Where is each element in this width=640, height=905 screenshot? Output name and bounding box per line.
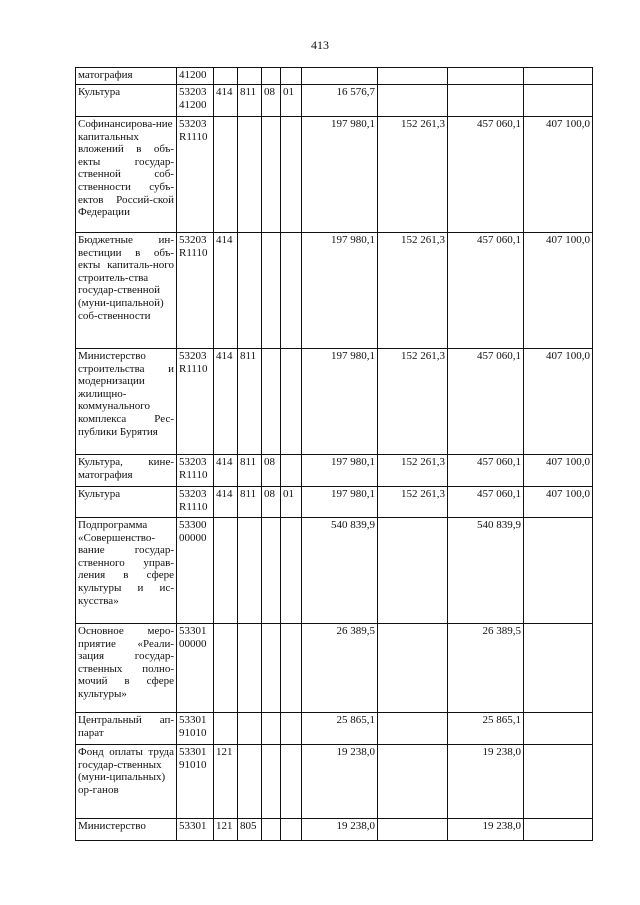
cell-subsection (281, 518, 302, 624)
cell-amount-2: 152 261,3 (378, 455, 448, 487)
table-row (76, 819, 593, 841)
cell-expense-type: 414 (214, 349, 238, 455)
cell-subsection (281, 68, 302, 85)
cell-amount-2 (378, 819, 448, 841)
cell-amount-4 (524, 68, 593, 85)
cell-name: Бюджетные ин-вестиции в объ-екты капиталь-ного строитель-ства государ-ственной (муни-ципальной) соб-ственности (76, 233, 177, 349)
cell-admin-code (238, 745, 262, 819)
cell-amount-3: 19 238,0 (448, 745, 524, 819)
cell-amount-4: 407 100,0 (524, 487, 593, 518)
cell-amount-1: 197 980,1 (302, 233, 378, 349)
cell-amount-4 (524, 624, 593, 713)
cell-target-code: 53203 R1110 (177, 487, 214, 518)
cell-amount-3: 25 865,1 (448, 713, 524, 745)
cell-amount-4 (524, 819, 593, 841)
table-body (76, 68, 593, 841)
table-row (76, 68, 593, 85)
cell-expense-type: 414 (214, 233, 238, 349)
cell-amount-4 (524, 713, 593, 745)
cell-target-code: 53203 R1110 (177, 117, 214, 233)
cell-amount-3: 19 238,0 (448, 819, 524, 841)
cell-name: Центральный ап-парат (76, 713, 177, 745)
cell-name: Софинансирова-ние капитальных вложений в объ-екты государ-ственной соб-ственности субъ-ектов Россий-ской Федерации (76, 117, 177, 233)
cell-amount-2 (378, 624, 448, 713)
table-row (76, 85, 593, 117)
cell-subsection (281, 455, 302, 487)
cell-expense-type (214, 518, 238, 624)
table-row (76, 745, 593, 819)
cell-expense-type (214, 68, 238, 85)
cell-subsection (281, 349, 302, 455)
cell-amount-1: 19 238,0 (302, 745, 378, 819)
cell-expense-type (214, 117, 238, 233)
cell-section (262, 819, 281, 841)
cell-amount-2 (378, 518, 448, 624)
cell-section (262, 518, 281, 624)
cell-amount-3 (448, 68, 524, 85)
table-row (76, 624, 593, 713)
cell-name: Фонд оплаты труда государ-ственных (муни-ципальных) ор-ганов (76, 745, 177, 819)
cell-target-code: 53203 R1110 (177, 455, 214, 487)
cell-amount-1 (302, 68, 378, 85)
cell-expense-type: 414 (214, 455, 238, 487)
cell-amount-1: 197 980,1 (302, 455, 378, 487)
cell-expense-type (214, 713, 238, 745)
cell-amount-4: 407 100,0 (524, 117, 593, 233)
table-row (76, 233, 593, 349)
cell-name: Основное меро-приятие «Реали-зация государ-ственных полно-мочий в сфере культуры» (76, 624, 177, 713)
cell-section (262, 745, 281, 819)
cell-amount-3: 457 060,1 (448, 487, 524, 518)
cell-expense-type: 414 (214, 487, 238, 518)
table-row (76, 518, 593, 624)
cell-section (262, 117, 281, 233)
cell-subsection (281, 624, 302, 713)
cell-subsection (281, 745, 302, 819)
cell-amount-4 (524, 85, 593, 117)
cell-expense-type: 121 (214, 819, 238, 841)
budget-table (75, 67, 593, 841)
table-row (76, 713, 593, 745)
cell-amount-1: 197 980,1 (302, 487, 378, 518)
cell-admin-code (238, 518, 262, 624)
cell-name: Министерство строительства и модернизации жилищно-коммунального комплекса Рес-публики Бурятия (76, 349, 177, 455)
page-number: 413 (311, 38, 329, 52)
cell-amount-2: 152 261,3 (378, 117, 448, 233)
cell-name: Министерство (76, 819, 177, 841)
cell-subsection (281, 233, 302, 349)
cell-amount-4: 407 100,0 (524, 349, 593, 455)
cell-section: 08 (262, 487, 281, 518)
cell-section (262, 713, 281, 745)
cell-section (262, 349, 281, 455)
cell-name: Подпрограмма «Совершенство-вание государ-ственного управ-ления в сфере культуры и ис-кусства» (76, 518, 177, 624)
cell-amount-3: 457 060,1 (448, 349, 524, 455)
cell-admin-code: 811 (238, 487, 262, 518)
cell-section (262, 233, 281, 349)
cell-admin-code (238, 233, 262, 349)
cell-amount-2: 152 261,3 (378, 349, 448, 455)
cell-amount-2 (378, 713, 448, 745)
cell-target-code: 53300 00000 (177, 518, 214, 624)
cell-admin-code: 811 (238, 455, 262, 487)
cell-target-code: 53203 R1110 (177, 233, 214, 349)
cell-amount-4: 407 100,0 (524, 233, 593, 349)
cell-admin-code: 805 (238, 819, 262, 841)
cell-name: Культура, кине-матография (76, 455, 177, 487)
cell-target-code: 53301 00000 (177, 624, 214, 713)
cell-subsection (281, 819, 302, 841)
cell-amount-2 (378, 68, 448, 85)
cell-target-code: 53203 R1110 (177, 349, 214, 455)
cell-section (262, 624, 281, 713)
cell-amount-2: 152 261,3 (378, 487, 448, 518)
cell-admin-code: 811 (238, 349, 262, 455)
cell-amount-1: 197 980,1 (302, 117, 378, 233)
cell-amount-2: 152 261,3 (378, 233, 448, 349)
cell-expense-type (214, 624, 238, 713)
cell-amount-4 (524, 518, 593, 624)
cell-amount-3: 457 060,1 (448, 455, 524, 487)
cell-amount-2 (378, 745, 448, 819)
cell-subsection (281, 713, 302, 745)
cell-section: 08 (262, 85, 281, 117)
cell-admin-code (238, 68, 262, 85)
cell-amount-3: 457 060,1 (448, 117, 524, 233)
cell-section: 08 (262, 455, 281, 487)
cell-amount-2 (378, 85, 448, 117)
cell-admin-code (238, 624, 262, 713)
cell-subsection: 01 (281, 487, 302, 518)
cell-subsection: 01 (281, 85, 302, 117)
cell-target-code: 53301 91010 (177, 713, 214, 745)
cell-amount-1: 197 980,1 (302, 349, 378, 455)
table-row (76, 349, 593, 455)
cell-expense-type: 121 (214, 745, 238, 819)
cell-amount-3: 540 839,9 (448, 518, 524, 624)
cell-amount-4: 407 100,0 (524, 455, 593, 487)
cell-admin-code: 811 (238, 85, 262, 117)
cell-amount-1: 25 865,1 (302, 713, 378, 745)
cell-amount-1: 16 576,7 (302, 85, 378, 117)
cell-expense-type: 414 (214, 85, 238, 117)
cell-admin-code (238, 713, 262, 745)
cell-subsection (281, 117, 302, 233)
cell-amount-3: 26 389,5 (448, 624, 524, 713)
cell-amount-3 (448, 85, 524, 117)
cell-amount-1: 19 238,0 (302, 819, 378, 841)
cell-admin-code (238, 117, 262, 233)
cell-target-code: 53301 91010 (177, 745, 214, 819)
cell-amount-1: 26 389,5 (302, 624, 378, 713)
cell-name: Культура (76, 85, 177, 117)
cell-name: матография (76, 68, 177, 85)
cell-amount-3: 457 060,1 (448, 233, 524, 349)
table-row (76, 487, 593, 518)
table-row (76, 117, 593, 233)
table-row (76, 455, 593, 487)
cell-section (262, 68, 281, 85)
cell-amount-4 (524, 745, 593, 819)
cell-target-code: 41200 (177, 68, 214, 85)
cell-name: Культура (76, 487, 177, 518)
cell-target-code: 53301 (177, 819, 214, 841)
cell-target-code: 53203 41200 (177, 85, 214, 117)
cell-amount-1: 540 839,9 (302, 518, 378, 624)
